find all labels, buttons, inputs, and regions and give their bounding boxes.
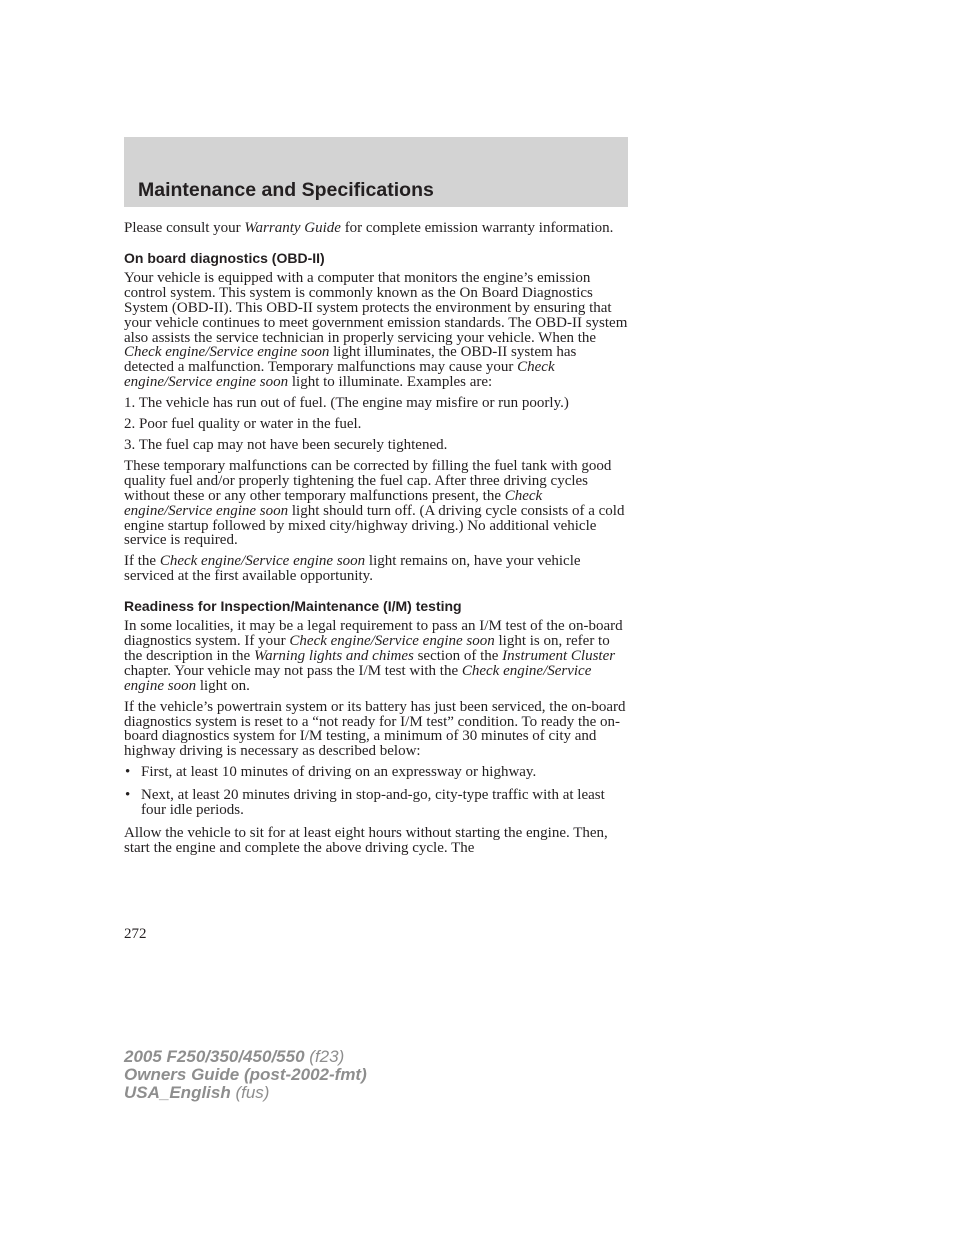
- light-remains-on-paragraph: [124, 554, 628, 584]
- paragraph-text: These temporary malfunctions can be corrected by filling the fuel tank with good quality fuel and/or properly tightening the fuel cap. After three driving cycles without these or any other temporary malfunctions present, the: [124, 457, 612, 504]
- obd-text: Your vehicle is equipped with a computer that monitors the engine’s emission control system. This system is commonly known as the On Board Diagnostics System (OBD-II). This OBD-II system protects the environment by ensuring that your vehicle continues to meet government emission standards. The OBD-II system also assists the service technician in properly servicing your vehicle. When the: [124, 269, 628, 346]
- obd-text: light illuminates, the OBD-II system has detected a malfunction. Temporary malfunctions may cause your: [124, 344, 577, 376]
- paragraph-text: chapter. Your vehicle may not pass the I/M test with the: [124, 662, 462, 679]
- paragraph-text: light remains on, have your vehicle serviced at the first available opportunity.: [124, 553, 581, 585]
- example-item: 2. Poor fuel quality or water in the fuel.: [124, 416, 362, 433]
- intro-text: for complete emission warranty information.: [340, 220, 614, 236]
- example-item: 1. The vehicle has run out of fuel. (The engine may misfire or run poorly.): [124, 395, 569, 412]
- obd-text: light to illuminate. Examples are:: [288, 374, 493, 391]
- footer-line-model: [124, 1048, 367, 1066]
- list-item: [124, 788, 628, 818]
- page-body: [124, 221, 628, 862]
- footer-line-language: [124, 1084, 367, 1102]
- list-item-text: Next, at least 20 minutes driving in stop-and-go, city-type traffic with at least four idle periods.: [141, 787, 605, 819]
- footer-language-code: (fus): [230, 1083, 270, 1102]
- check-engine-ref: Check engine/Service engine soon: [124, 662, 592, 694]
- document-footer: [124, 1048, 367, 1102]
- footer-model-code: (f23): [304, 1047, 345, 1066]
- footer-line-guide: [124, 1066, 367, 1084]
- section-header-band: [124, 137, 628, 207]
- footer-model: 2005 F250/350/450/550: [124, 1047, 305, 1066]
- footer-language: USA_English: [124, 1083, 231, 1102]
- intro-text: Please consult your: [124, 220, 245, 236]
- check-engine-ref: Check engine/Service engine soon: [289, 633, 495, 650]
- list-item: [124, 765, 628, 780]
- paragraph-text: If the: [124, 553, 160, 570]
- list-item-text: First, at least 10 minutes of driving on an expressway or highway.: [141, 764, 537, 781]
- bullet-icon: •: [125, 764, 131, 781]
- check-engine-ref: Check engine/Service engine soon: [124, 359, 555, 391]
- paragraph-text: light is on, refer to the description in the: [124, 633, 610, 664]
- obd-heading: On board diagnostics (OBD-II): [124, 249, 325, 266]
- check-engine-ref: Check engine/Service engine soon: [124, 344, 330, 361]
- bullet-icon: •: [125, 787, 131, 804]
- paragraph-text: light on.: [196, 677, 250, 694]
- example-item: 3. The fuel cap may not have been securely tightened.: [124, 436, 448, 453]
- instrument-cluster-ref: Instrument Cluster: [502, 647, 616, 664]
- temporary-malfunctions-paragraph: [124, 459, 628, 548]
- sit-overnight-paragraph: Allow the vehicle to sit for at least eight hours without starting the engine. Then, start the engine and complete the above driving cycle. The: [124, 825, 608, 856]
- obd-paragraph: [124, 271, 628, 390]
- warning-lights-ref: Warning lights and chimes: [253, 647, 414, 664]
- check-engine-ref: Check engine/Service engine soon: [124, 487, 543, 519]
- check-engine-ref: Check engine/Service engine soon: [159, 553, 366, 570]
- im-testing-heading: Readiness for Inspection/Maintenance (I/M) testing: [124, 598, 462, 615]
- paragraph-text: In some localities, it may be a legal requirement to pass an I/M test of the on-board diagnostics system. If your: [124, 618, 623, 650]
- driving-cycle-list: [124, 765, 628, 818]
- page-number: 272: [124, 926, 147, 942]
- paragraph-text: light should turn off. (A driving cycle consists of a cold engine startup followed by mixed city/highway driving.) No additional vehicle service is required.: [124, 502, 625, 549]
- footer-guide: Owners Guide (post-2002-fmt): [124, 1065, 367, 1084]
- paragraph-text: section of the: [413, 647, 503, 664]
- section-title: Maintenance and Specifications: [138, 179, 434, 201]
- powertrain-reset-paragraph: If the vehicle’s powertrain system or its battery has just been serviced, the on-board diagnostics system is reset to a “not ready for I/M test” condition. To ready the on-board diagnostics system for I/M testing, a minimum of 30 minutes of city and highway driving is necessary as described below:: [124, 698, 626, 760]
- im-test-paragraph: [124, 619, 628, 694]
- intro-paragraph: [124, 221, 628, 236]
- warranty-guide-ref: Warranty Guide: [244, 220, 341, 236]
